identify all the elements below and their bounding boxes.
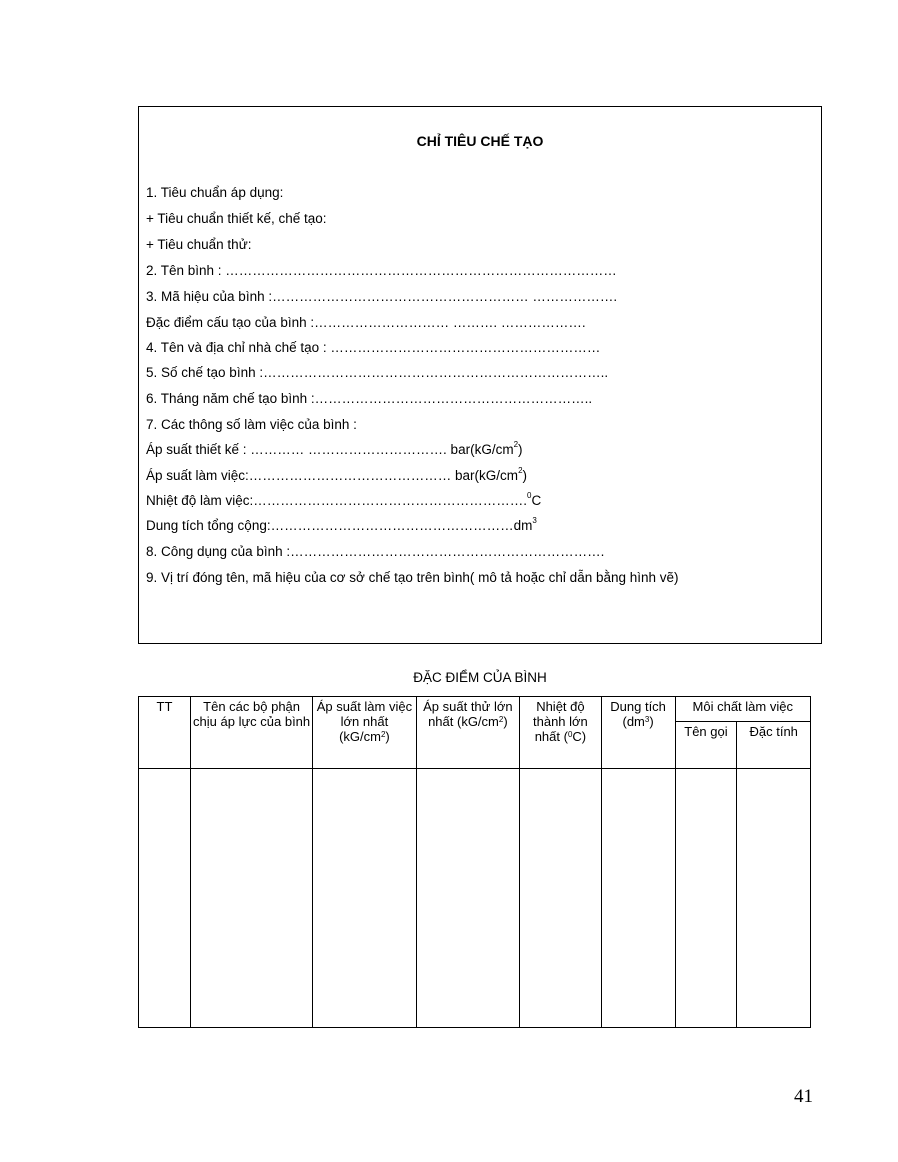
superscript: 3 <box>644 715 650 724</box>
spec-line-suffix: C <box>531 493 542 508</box>
superscript: 3 <box>532 516 537 525</box>
spec-line-text: 5. Số chế tạo bình :………………………………………………………………….. <box>146 365 609 380</box>
spec-line-text: 6. Tháng năm chế tạo bình :…………………………………………………….. <box>146 391 593 406</box>
superscript: 0 <box>527 491 532 500</box>
spec-title: CHỈ TIÊU CHẾ TẠO <box>416 133 544 149</box>
superscript: 0 <box>567 730 573 739</box>
header-label: Áp suất làm việc lớn nhất (kG/cm <box>316 699 413 744</box>
header-capacity <box>601 697 675 769</box>
header-label: Tên gọi <box>684 724 728 739</box>
table-cell <box>737 769 811 1028</box>
header-wall-temp <box>520 697 602 769</box>
header-label-suffix: ) <box>385 729 390 744</box>
spec-line-text: 8. Công dụng của bình :……………………………………………………………. <box>146 544 605 559</box>
header-label-suffix: C) <box>572 729 587 744</box>
header-label: TT <box>156 699 173 714</box>
superscript: 2 <box>380 730 386 739</box>
spec-line <box>146 185 283 200</box>
table-cell <box>675 769 737 1028</box>
header-label: Áp suất thử lớn nhất (kG/cm <box>423 699 513 729</box>
superscript: 2 <box>498 715 504 724</box>
spec-line-text: Nhiệt độ làm việc:……………………………………………………. <box>146 493 528 508</box>
spec-line-text: 3. Mã hiệu của bình :………………………………………………… ………………. <box>146 289 618 304</box>
spec-line-text: 7. Các thông số làm việc của bình : <box>146 417 357 432</box>
superscript: 2 <box>518 466 523 475</box>
spec-line-text: Đặc điểm cấu tạo của bình :………………………… ………. ………………. <box>146 315 586 330</box>
spec-line-suffix: ) <box>518 442 523 457</box>
spec-line <box>146 340 600 355</box>
spec-line-text: 4. Tên và địa chỉ nhà chế tạo : …………………………………………………… <box>146 340 601 355</box>
spec-line <box>146 468 527 483</box>
spec-line-text: Dung tích tổng cộng:………………………………………………dm <box>146 518 533 533</box>
spec-line-text: Áp suất thiết kế : ………… …………………………. bar(kG/cm <box>146 442 514 457</box>
table-cell <box>601 769 675 1028</box>
header-medium-name <box>675 722 737 769</box>
table-title: ĐẶC ĐIỂM CỦA BÌNH <box>413 670 547 685</box>
superscript: 2 <box>513 440 519 449</box>
header-label: Tên các bộ phận chịu áp lực của bình <box>193 699 311 729</box>
spec-line <box>146 417 357 432</box>
spec-line-text: 2. Tên bình : …………………………………………………………………………… <box>146 263 617 278</box>
table-cell <box>313 769 416 1028</box>
spec-line <box>146 263 617 278</box>
header-label: Nhiệt độ thành lớn nhất ( <box>533 699 588 744</box>
spec-line <box>146 365 608 380</box>
table-row <box>139 769 811 1028</box>
spec-line-text: + Tiêu chuẩn thiết kế, chế tạo: <box>146 211 327 226</box>
header-parts <box>191 697 313 769</box>
spec-line <box>146 391 592 406</box>
header-label: Môi chất làm việc <box>692 699 793 714</box>
table-cell <box>520 769 602 1028</box>
table-cell <box>416 769 519 1028</box>
header-label-suffix: ) <box>503 714 508 729</box>
header-tt <box>139 697 191 769</box>
header-label-suffix: ) <box>649 714 654 729</box>
spec-line <box>146 211 327 226</box>
header-medium-property <box>737 722 811 769</box>
header-test-pressure <box>416 697 519 769</box>
spec-line <box>146 570 679 585</box>
table-cell <box>139 769 191 1028</box>
header-work-pressure <box>313 697 416 769</box>
spec-line <box>146 493 541 508</box>
header-medium <box>675 697 811 722</box>
spec-line-text: Áp suất làm việc:……………………………………… bar(kG/cm <box>146 468 519 483</box>
spec-line <box>146 442 523 457</box>
page-number: 41 <box>794 1086 813 1107</box>
spec-line-text: 9. Vị trí đóng tên, mã hiệu của cơ sở chế tạo trên bình( mô tả hoặc chỉ dẫn bằng hình vẽ) <box>146 570 679 585</box>
spec-line-text: 1. Tiêu chuẩn áp dụng: <box>146 185 284 200</box>
spec-line <box>146 289 617 304</box>
manufacturing-spec-box <box>138 106 822 644</box>
spec-line <box>146 315 586 330</box>
spec-line <box>146 518 537 533</box>
vessel-characteristics-table <box>138 696 811 1028</box>
header-label: Đặc tính <box>749 724 798 739</box>
spec-line-text: + Tiêu chuẩn thử: <box>146 237 252 252</box>
spec-line <box>146 237 251 252</box>
spec-line <box>146 544 604 559</box>
header-label: Dung tích (dm <box>610 699 666 729</box>
spec-line-suffix: ) <box>522 468 528 483</box>
table-cell <box>191 769 313 1028</box>
